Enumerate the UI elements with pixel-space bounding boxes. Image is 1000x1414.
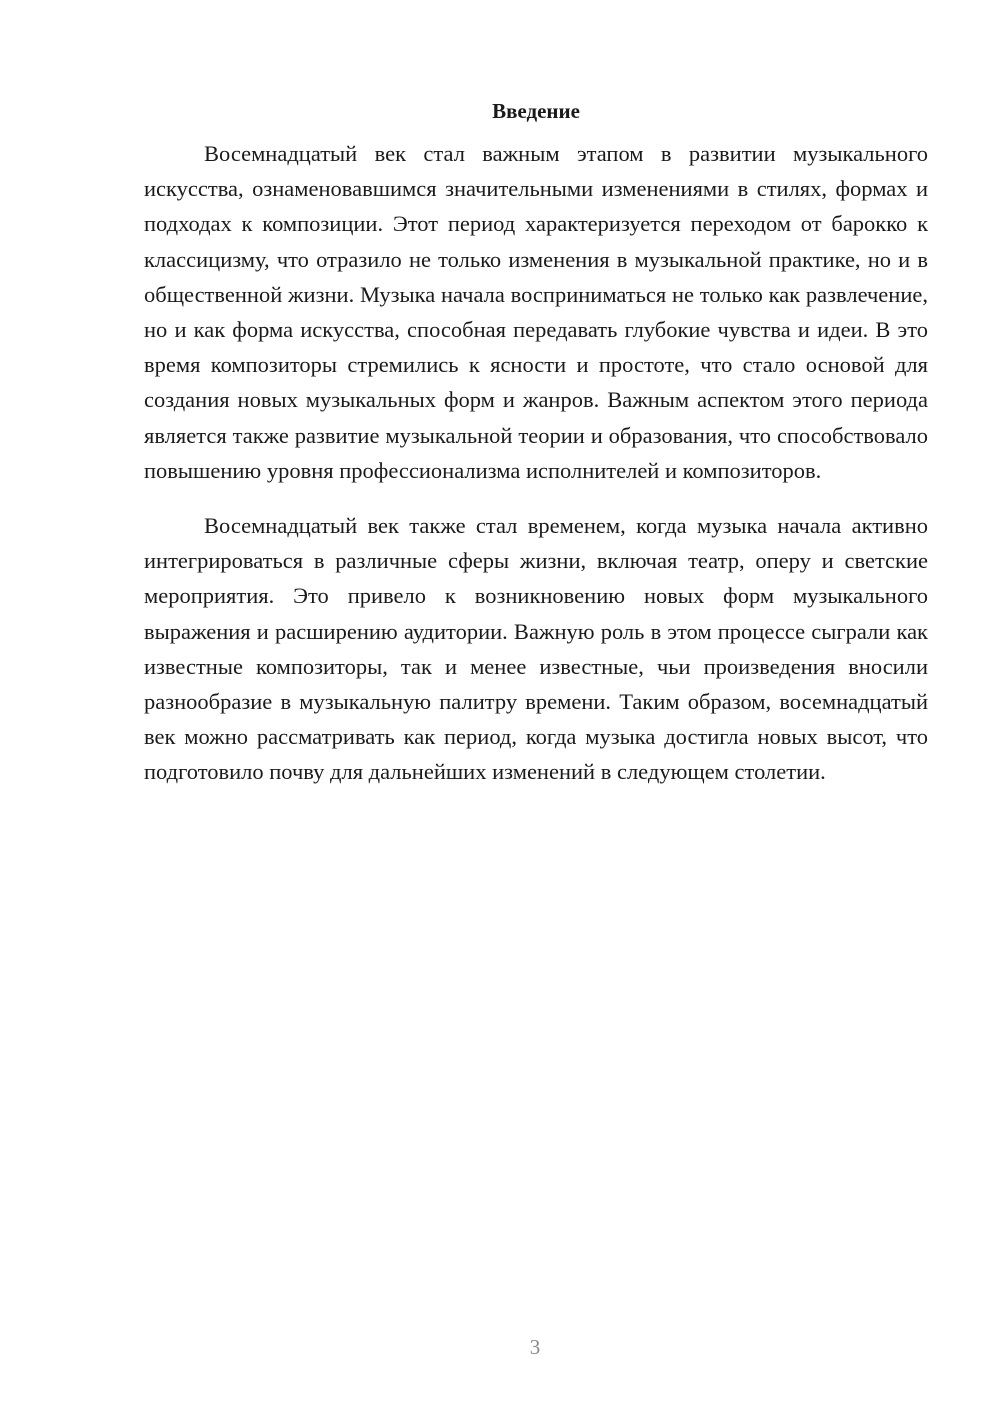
- paragraph-2: Восемнадцатый век также стал временем, когда музыка начала активно интегрироваться в различные сферы жизни, включая театр, оперу и светские мероприятия. Это привело к возникновению новых форм музыкального выражения и расширению аудитории. Важную роль в этом процессе сыграли как известные композиторы, так и менее известные, чьи произведения вносили разнообразие в музыкальную палитру времени. Таким образом, восемнадцатый век можно рассматривать как период, когда музыка достигла новых высот, что подготовило почву для дальнейших изменений в следующем столетии.: [144, 513, 928, 785]
- page-content: [144, 96, 928, 790]
- section-title: Введение: [492, 99, 580, 123]
- paragraph-1: Восемнадцатый век стал важным этапом в развитии музыкального искусства, ознаменовавшимся значительными изменениями в стилях, формах и подходах к композиции. Этот период характеризуется переходом от барокко к классицизму, что отразило не только изменения в музыкальной практике, но и в общественной жизни. Музыка начала восприниматься не только как развлечение, но и как форма искусства, способная передавать глубокие чувства и идеи. В это время композиторы стремились к ясности и простоте, что стало основой для создания новых музыкальных форм и жанров. Важным аспектом этого периода является также развитие музыкальной теории и образования, что способствовало повышению уровня профессионализма исполнителей и композиторов.: [144, 141, 928, 483]
- page-number: 3: [529, 1335, 541, 1359]
